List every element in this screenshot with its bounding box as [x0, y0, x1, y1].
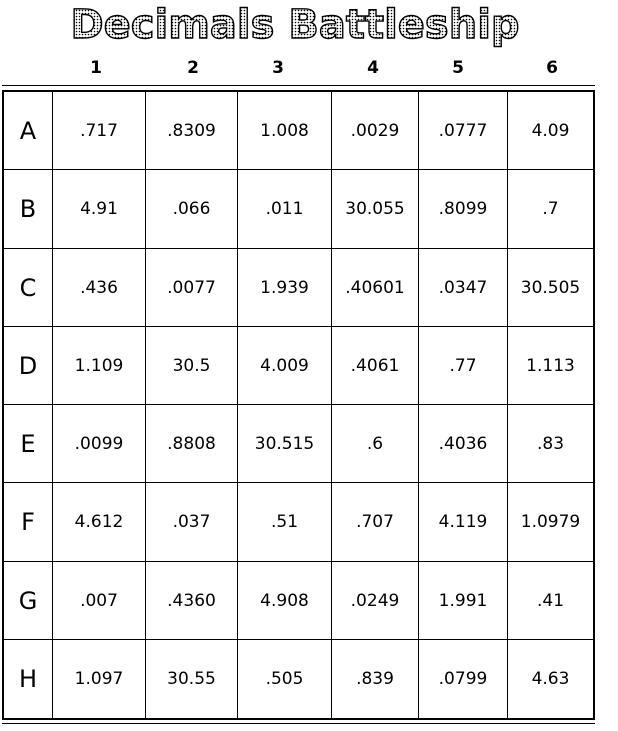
grid-cell-c2[interactable]: .0077 — [146, 249, 238, 327]
grid-cell-h3[interactable]: .505 — [238, 640, 332, 718]
grid-cell-g6[interactable]: .41 — [508, 562, 593, 640]
grid-cell-d3[interactable]: 4.009 — [238, 327, 332, 405]
grid-cell-h4[interactable]: .839 — [332, 640, 419, 718]
grid-cell-d5[interactable]: .77 — [419, 327, 508, 405]
column-header-1: 1 — [90, 58, 102, 78]
grid-cell-f2[interactable]: .037 — [146, 483, 238, 562]
grid-cell-a4[interactable]: .0029 — [332, 92, 419, 170]
grid-cell-h6[interactable]: 4.63 — [531, 669, 570, 689]
grid-cell-e6[interactable]: .83 — [508, 405, 593, 483]
grid-cell-c6[interactable]: 30.505 — [508, 249, 593, 327]
column-header-4: 4 — [367, 58, 379, 78]
grid-cell-g4[interactable]: .0249 — [332, 562, 419, 640]
grid-cell-d6[interactable]: 1.113 — [508, 327, 593, 405]
grid-cell-d1[interactable]: 1.109 — [53, 327, 146, 405]
grid-cell-e2[interactable]: .8808 — [146, 405, 238, 483]
header-divider — [2, 85, 595, 86]
grid-cell-b2[interactable]: .066 — [146, 170, 238, 249]
bottom-divider — [2, 723, 595, 724]
grid-cell-b4[interactable]: 30.055 — [332, 170, 419, 249]
grid-cell-e3[interactable]: 30.515 — [238, 405, 332, 483]
grid-cell-e4[interactable]: .6 — [332, 405, 419, 483]
grid-cell-d2[interactable]: 30.5 — [146, 327, 238, 405]
page-title — [0, 0, 600, 50]
battleship-grid — [2, 90, 595, 720]
grid-cell-a6[interactable]: 4.09 — [508, 92, 593, 170]
grid-cell-a5[interactable]: .0777 — [419, 92, 508, 170]
grid-cell-b6[interactable]: .7 — [508, 170, 593, 249]
grid-cell-e1[interactable]: .0099 — [53, 405, 146, 483]
row-label-b: B — [4, 170, 53, 249]
row-label-a: A — [4, 92, 53, 170]
grid-cell-f6[interactable]: 1.0979 — [508, 483, 593, 562]
column-header-2: 2 — [187, 58, 199, 78]
grid-cell-g1[interactable]: .007 — [53, 562, 146, 640]
grid-cell-g3[interactable]: 4.908 — [238, 562, 332, 640]
grid-cell-a2[interactable]: .8309 — [146, 92, 238, 170]
row-label-h: H — [4, 640, 53, 718]
grid-cell-a3[interactable]: 1.008 — [238, 92, 332, 170]
column-header-6: 6 — [546, 58, 558, 78]
row-label-f: F — [4, 483, 53, 562]
grid-cell-f4[interactable]: .707 — [332, 483, 419, 562]
grid-cell-c5[interactable]: .0347 — [419, 249, 508, 327]
title-text: Decimals Battleship — [70, 2, 520, 48]
grid-cell-c1[interactable]: .436 — [53, 249, 146, 327]
column-header-3: 3 — [272, 58, 284, 78]
row-label-e: E — [4, 405, 53, 483]
row-label-d: D — [4, 327, 53, 405]
grid-cell-b3[interactable]: .011 — [238, 170, 332, 249]
grid-cell-h2[interactable]: 30.55 — [146, 640, 238, 718]
grid-cell-b5[interactable]: .8099 — [419, 170, 508, 249]
grid-cell-b1[interactable]: 4.91 — [53, 170, 146, 249]
grid-cell-d4[interactable]: .4061 — [332, 327, 419, 405]
row-label-c: C — [4, 249, 53, 327]
grid-cell-f3[interactable]: .51 — [238, 483, 332, 562]
grid-cell-h1[interactable]: 1.097 — [53, 640, 146, 718]
grid-cell-h5[interactable]: .0799 — [419, 640, 508, 718]
grid-cell-g5[interactable]: 1.991 — [419, 562, 508, 640]
row-label-g: G — [4, 562, 53, 640]
grid-cell-c3[interactable]: 1.939 — [238, 249, 332, 327]
grid-cell-f5[interactable]: 4.119 — [419, 483, 508, 562]
grid-cell-g2[interactable]: .4360 — [146, 562, 238, 640]
column-header-5: 5 — [452, 58, 464, 78]
grid-cell-e5[interactable]: .4036 — [419, 405, 508, 483]
grid-cell-f1[interactable]: 4.612 — [53, 483, 146, 562]
grid-cell-c4[interactable]: .40601 — [332, 249, 419, 327]
grid-cell-a1[interactable]: .717 — [53, 92, 146, 170]
column-header-row — [0, 58, 618, 84]
